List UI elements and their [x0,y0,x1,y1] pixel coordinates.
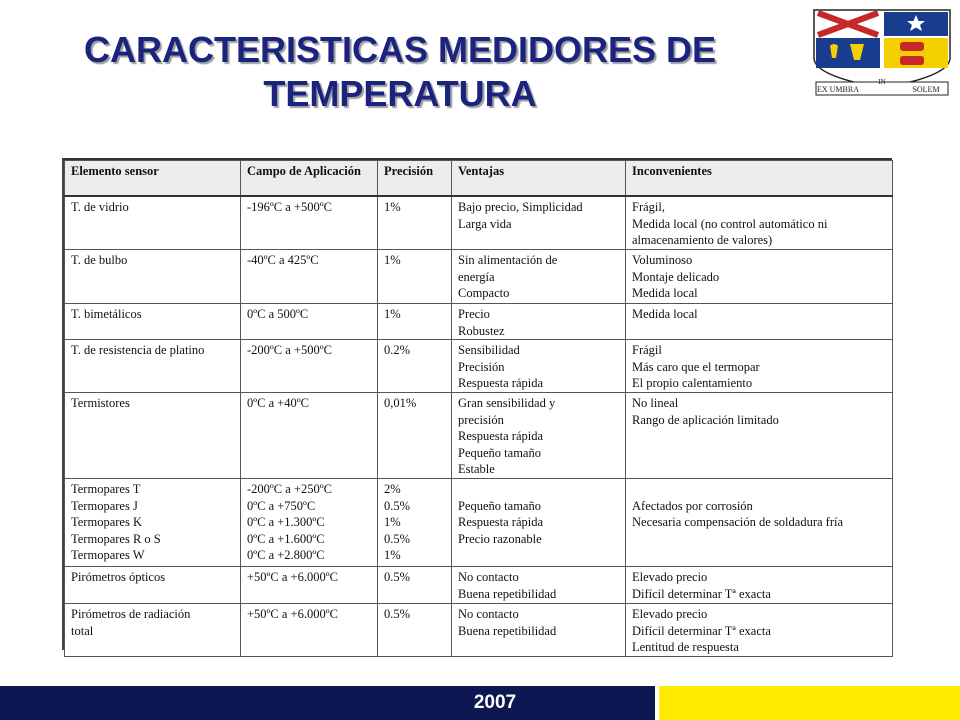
cell-advantages [452,479,626,567]
cell-line: Estable [458,462,495,476]
cell-line: Termopares R o S [71,531,161,546]
cell-sensor [65,567,241,604]
table-row [65,604,893,657]
cell-line: energía [458,269,495,284]
cell-line: Termistores [71,396,130,410]
cell-line: 1% [384,548,401,562]
cell-line: Medida local [632,286,698,300]
cell-line: Buena repetibilidad [458,623,557,638]
table-row [65,479,893,567]
cell-sensor [65,304,241,340]
footer-bar-right [659,686,960,720]
cell-precision [378,567,452,604]
cell-line: -196ºC a +500ºC [247,200,332,214]
cell-sensor [65,340,241,393]
cell-advantages [452,567,626,604]
cell-drawbacks [626,250,893,304]
cell-advantages [452,340,626,393]
cell-range [241,567,378,604]
cell-line: Termopares T [71,482,141,496]
cell-line: Bajo precio, Simplicidad [458,200,583,214]
cell-line: T. bimetálicos [71,307,142,321]
cell-line: Sensibilidad [458,343,520,357]
cell-line: 0ºC a 500ºC [247,307,309,321]
cell-line: T. de bulbo [71,253,128,267]
cell-line: Difícil determinar Tª exacta [632,623,771,638]
header-range: Campo de Aplicación [241,161,378,197]
cell-line: Respuesta rápida [458,429,544,443]
cell-line: Difícil determinar Tª exacta [632,586,771,601]
table-body [65,196,893,657]
cell-line: 0ºC a +1.300ºC [247,515,325,529]
table-header-row [65,161,893,197]
cell-precision [378,340,452,393]
cell-line: Voluminoso [632,253,693,267]
cell-line: Medida local [632,307,698,321]
slide-title-line-1: CARACTERISTICAS MEDIDORES DE [83,29,717,70]
table-row [65,393,893,479]
cell-line: Frágil [632,343,662,357]
cell-range [241,479,378,567]
cell-advantages [452,604,626,657]
cell-sensor [65,604,241,657]
header-precision: Precisión [378,161,452,197]
cell-range [241,250,378,304]
cell-line: 0ºC a +750ºC [247,498,316,513]
footer-year: 2007 [473,692,517,713]
cell-line: -40ºC a 425ºC [247,253,319,267]
cell-line: 0.5% [384,570,411,584]
cell-line: precisión [458,412,504,427]
cell-sensor [65,479,241,567]
cell-advantages [452,393,626,479]
cell-line: Frágil, [632,200,665,214]
cell-line: Respuesta rápida [458,515,544,529]
table-row [65,567,893,604]
cell-drawbacks [626,340,893,393]
header-drawbacks: Inconvenientes [626,161,893,197]
cell-line: Afectados por corrosión [632,498,753,513]
cell-line: Pequeño tamaño [458,498,541,513]
cell-line: 2% [384,482,401,496]
header-advantages: Ventajas [452,161,626,197]
cell-line: Larga vida [458,216,512,231]
cell-line: Precio razonable [458,531,542,546]
university-crest-logo [808,6,956,98]
cell-line [632,481,886,498]
table-row [65,340,893,393]
cell-line: Rango de aplicación limitado [632,412,779,427]
cell-line: Precisión [458,359,505,374]
cell-line: Medida local (no control automático ni [632,216,828,231]
cell-line: 1% [384,307,401,321]
cell-line: 0.2% [384,343,411,357]
cell-line: 0.5% [384,498,411,513]
cell-advantages [452,196,626,250]
cell-line: -200ºC a +500ºC [247,343,332,357]
cell-line: almacenamiento de valores) [632,233,773,247]
cell-line: total [71,623,94,638]
cell-line: 0,01% [384,396,417,410]
crest-motto-left: EX UMBRA [816,85,860,94]
cell-line: Termopares K [71,515,142,529]
cell-line: Pequeño tamaño [458,445,541,460]
sensor-table-container [62,158,892,654]
cell-sensor [65,393,241,479]
cell-drawbacks [626,196,893,250]
sensor-comparison-table [64,160,893,657]
cell-precision [378,304,452,340]
cell-line: Precio [458,307,490,321]
cell-precision [378,196,452,250]
cell-precision [378,250,452,304]
cell-range [241,196,378,250]
slide-title-line-2: TEMPERATURA [263,73,537,114]
cell-line: T. de resistencia de platino [71,343,205,357]
cell-line: Pirómetros de radiación [71,607,191,621]
cell-line: No contacto [458,607,519,621]
cell-line: +50ºC a +6.000ºC [247,607,338,621]
cell-range [241,340,378,393]
cell-line: 0.5% [384,531,411,546]
cell-line: Montaje delicado [632,269,720,284]
cell-line: Más caro que el termopar [632,359,760,374]
cell-drawbacks [626,567,893,604]
cell-advantages [452,250,626,304]
cell-drawbacks [626,604,893,657]
cell-line: Lentitud de respuesta [632,640,739,654]
cell-line: Elevado precio [632,607,708,621]
cell-line: 0ºC a +2.800ºC [247,548,325,562]
cell-drawbacks [626,393,893,479]
cell-precision [378,604,452,657]
cell-line: Respuesta rápida [458,376,544,390]
cell-line: El propio calentamiento [632,376,753,390]
cell-line: Elevado precio [632,570,708,584]
cell-line: Termopares J [71,498,138,513]
cell-line: No contacto [458,570,519,584]
cell-line: Buena repetibilidad [458,586,557,601]
cell-sensor [65,196,241,250]
cell-line: Gran sensibilidad y [458,396,556,410]
cell-line: 0.5% [384,607,411,621]
footer-bar-left [0,686,655,720]
slide-title [0,28,800,116]
cell-precision [378,393,452,479]
cell-line: T. de vidrio [71,200,129,214]
table-row [65,196,893,250]
cell-drawbacks [626,479,893,567]
cell-line: Necesaria compensación de soldadura fría [632,515,844,529]
cell-line: +50ºC a +6.000ºC [247,570,338,584]
cell-line: 1% [384,515,401,529]
cell-range [241,393,378,479]
table-row [65,250,893,304]
cell-precision [378,479,452,567]
cell-line: Sin alimentación de [458,253,558,267]
crest-motto-right: SOLEM [912,85,940,94]
cell-line: Robustez [458,323,505,338]
header-sensor: Elemento sensor [65,161,241,197]
cell-line: 1% [384,253,401,267]
cell-line: 0ºC a +40ºC [247,396,310,410]
cell-line: 1% [384,200,401,214]
cell-line: Termopares W [71,548,145,562]
cell-advantages [452,304,626,340]
cell-line: No lineal [632,396,679,410]
cell-line: -200ºC a +250ºC [247,482,332,496]
cell-line: Pirómetros ópticos [71,570,166,584]
table-row [65,304,893,340]
cell-drawbacks [626,304,893,340]
cell-range [241,304,378,340]
cell-range [241,604,378,657]
cell-sensor [65,250,241,304]
cell-line [458,481,619,498]
crest-motto-mid: IN [878,78,886,86]
cell-line: Compacto [458,286,510,300]
cell-line: 0ºC a +1.600ºC [247,531,325,546]
